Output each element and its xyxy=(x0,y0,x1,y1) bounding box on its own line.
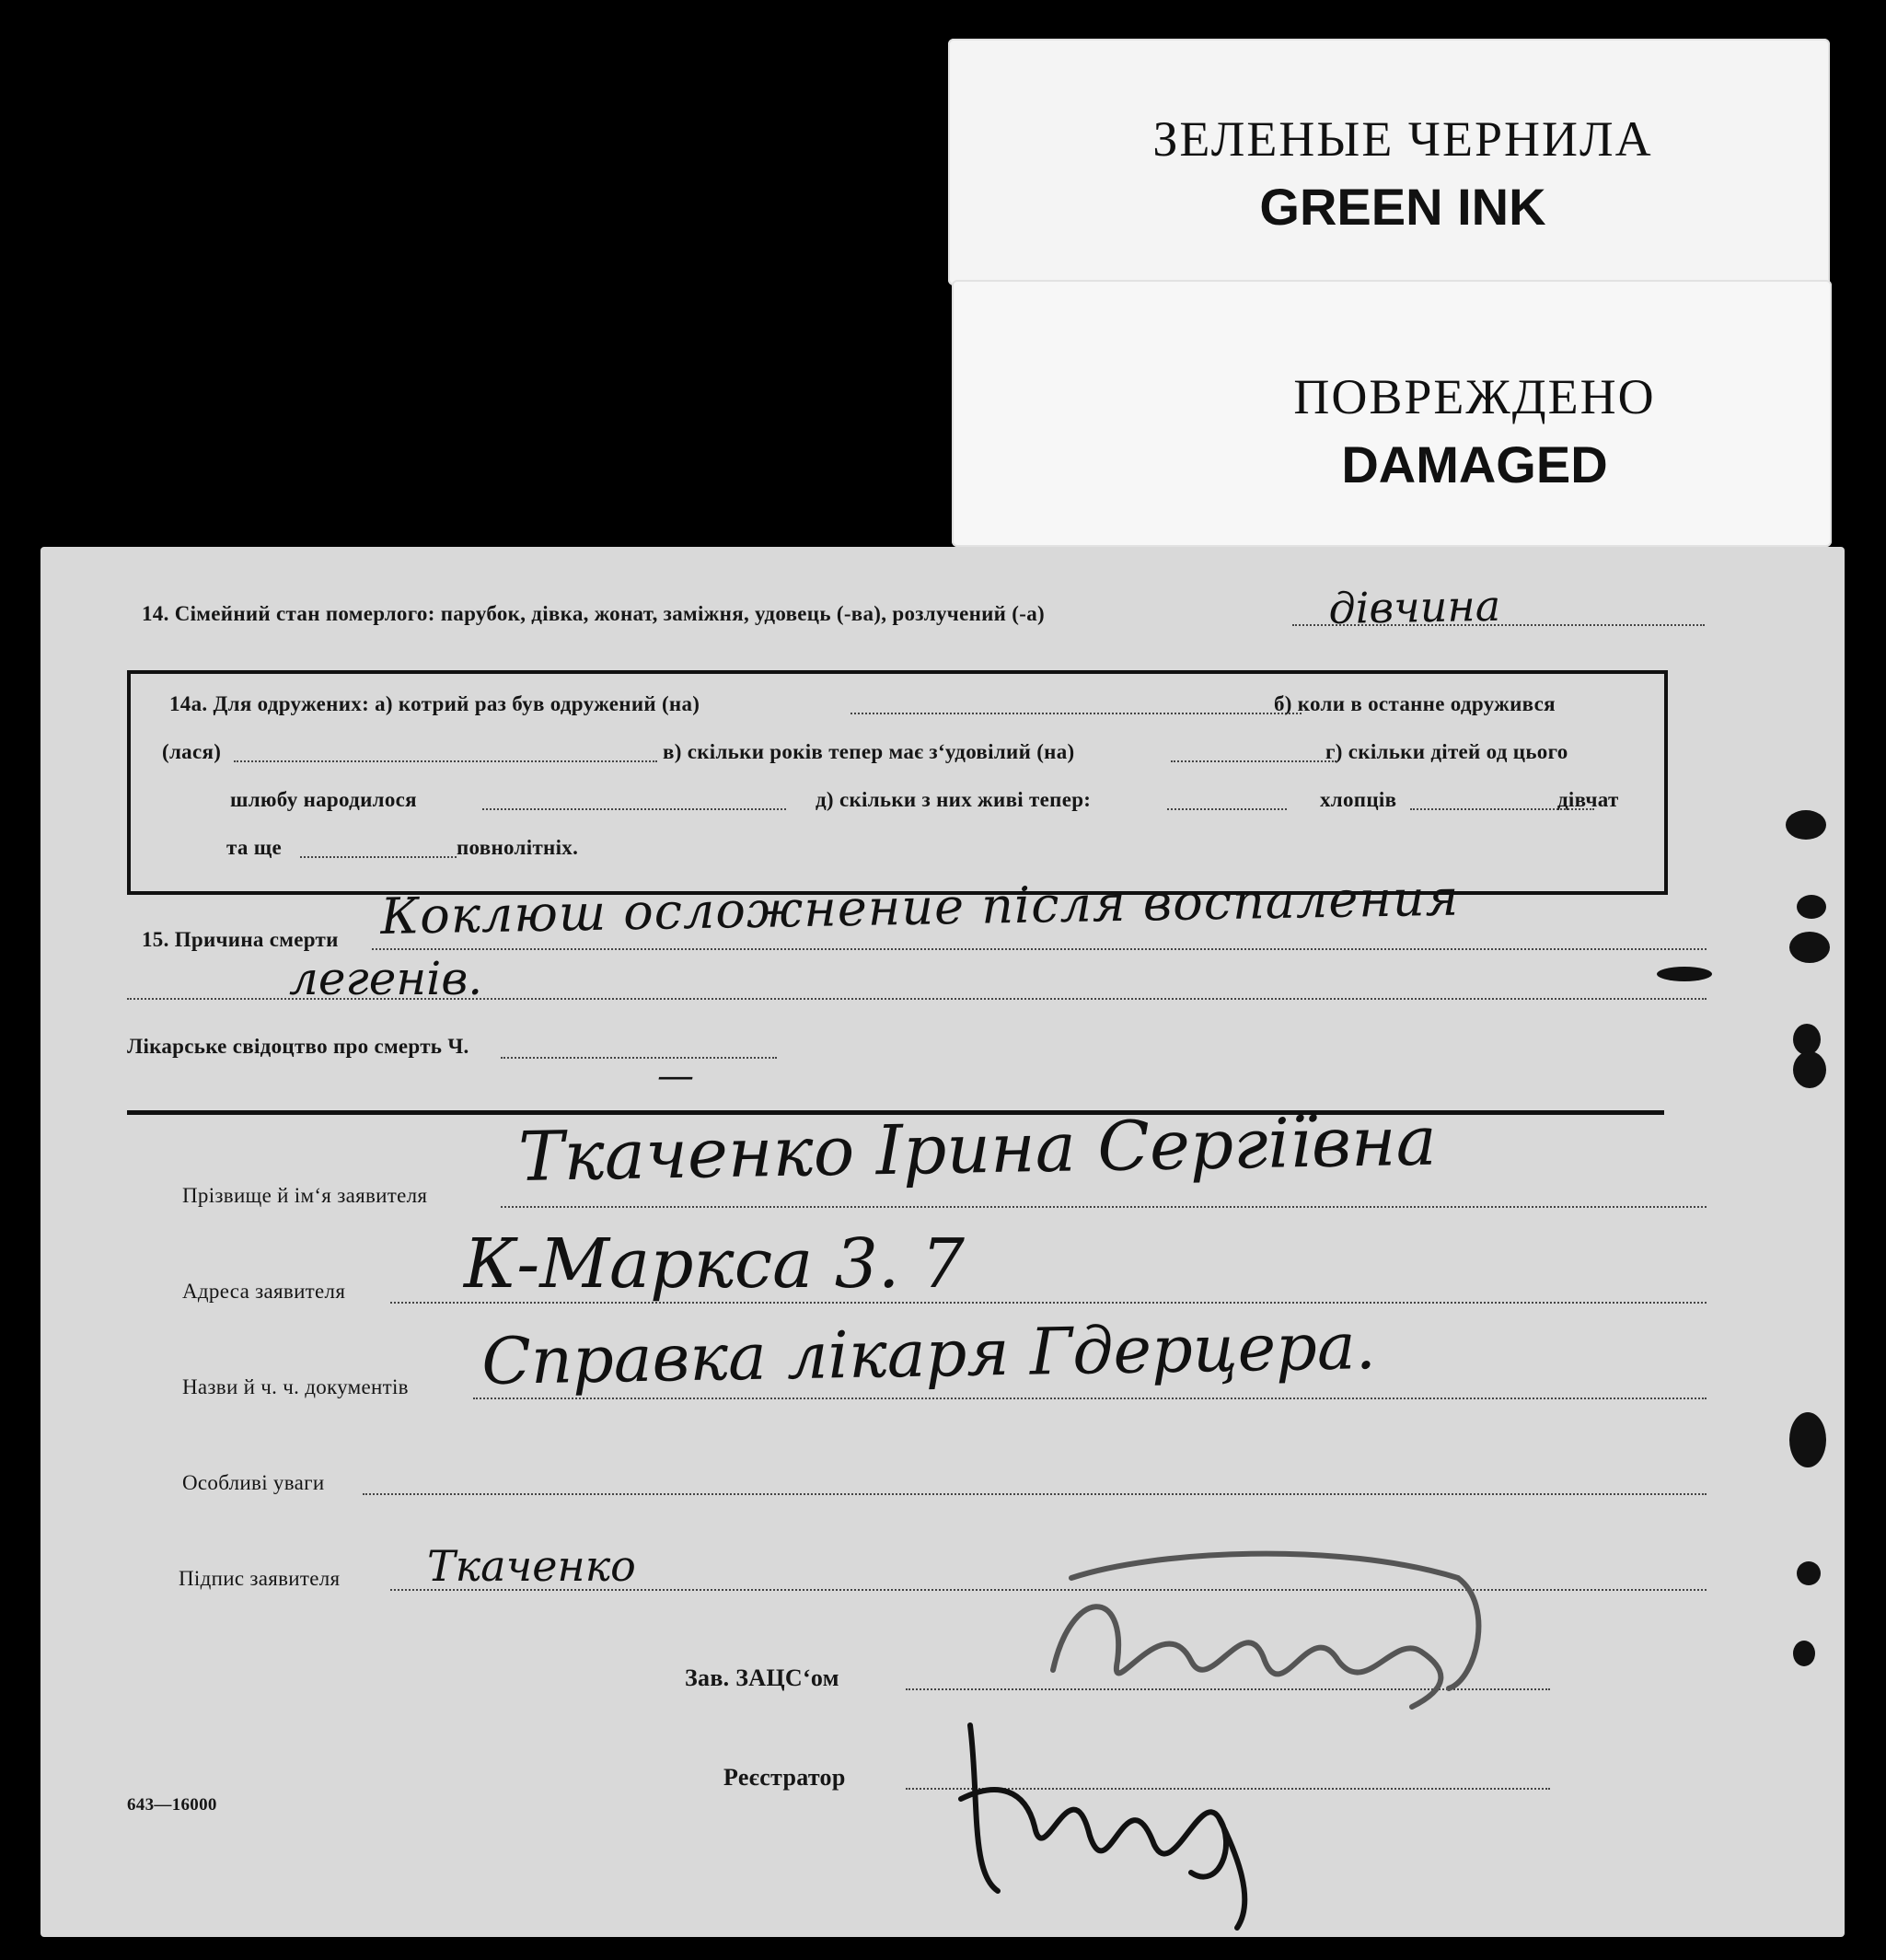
married-line4-b: повнолітніх. xyxy=(457,836,579,859)
special-notes-label: Особливі уваги xyxy=(182,1471,325,1494)
death-cause-label: 15. Причина смерти xyxy=(142,928,339,951)
registrar-signature-scribble xyxy=(943,1688,1329,1937)
death-cause-line-1 xyxy=(372,948,1707,950)
documents-label: Назви й ч. ч. документів xyxy=(182,1375,409,1398)
married-line2-c: г) скільки дітей од цього xyxy=(1325,740,1568,763)
medical-cert-value: — xyxy=(657,1055,694,1097)
damaged-ru-text: ПОВРЕЖДЕНО xyxy=(1293,369,1656,424)
damaged-en-text: DAMAGED xyxy=(1341,435,1608,493)
death-record-form xyxy=(40,547,1845,1937)
registrar-label: Реєстратор xyxy=(723,1764,846,1791)
damage-spot xyxy=(1793,1024,1821,1055)
applicant-address-value: К-Маркса 3. 7 xyxy=(464,1224,966,1304)
documents-line xyxy=(473,1398,1707,1399)
special-notes-line xyxy=(363,1493,1707,1495)
married-line1-b: б) коли в останне одружився xyxy=(1274,692,1556,715)
damage-spot xyxy=(1786,810,1826,840)
death-cause-value-1: Коклюш осложнение після воспаления xyxy=(379,868,1460,945)
green-ink-ru-text: ЗЕЛЕНЫЕ ЧЕРНИЛА xyxy=(1152,111,1653,167)
green-ink-notice xyxy=(948,39,1830,285)
documents-value: Справка лікаря Гдерцера. xyxy=(480,1308,1377,1399)
married-line1-dots xyxy=(850,713,1302,714)
damage-spot xyxy=(1797,895,1826,919)
married-line2-b: в) скільки років тепер має з‘удовілий (на) xyxy=(663,740,1075,763)
damage-spot xyxy=(1657,967,1712,981)
married-line4-dots xyxy=(300,856,457,858)
applicant-name-line xyxy=(501,1206,1707,1208)
married-line2-dots-1 xyxy=(234,760,657,762)
applicant-address-label: Адреса заявителя xyxy=(182,1280,346,1303)
married-line3-b: д) скільки з них живі тепер: xyxy=(816,788,1092,811)
married-line3-dots-1 xyxy=(482,808,786,810)
married-line3-dots-2 xyxy=(1167,808,1287,810)
married-line3-c: хлопців xyxy=(1320,788,1397,811)
married-line3-d: дівчат xyxy=(1557,788,1619,811)
damage-spot xyxy=(1793,1051,1826,1088)
medical-cert-line xyxy=(501,1057,777,1059)
damage-spot xyxy=(1789,932,1830,963)
damage-spot xyxy=(1793,1641,1815,1666)
applicant-signature-value: Ткаченко xyxy=(427,1541,636,1591)
applicant-name-value: Ткаченко Ірина Сергіївна xyxy=(517,1101,1438,1197)
applicant-signature-label: Підпис заявителя xyxy=(179,1567,341,1590)
damage-spot xyxy=(1789,1412,1826,1467)
damage-spot xyxy=(1797,1561,1821,1585)
green-ink-en-text: GREEN INK xyxy=(1259,178,1546,236)
married-line4-a: та ще xyxy=(226,836,282,859)
marital-status-value: дівчина xyxy=(1328,580,1501,633)
damaged-notice xyxy=(952,280,1832,547)
print-code: 643—16000 xyxy=(127,1795,217,1815)
head-zags-label: Зав. ЗАЦС‘ом xyxy=(685,1664,839,1691)
married-line1-a: 14а. Для одружених: а) котрий раз був одружений (на) xyxy=(169,692,700,715)
medical-cert-label: Лікарське свідоцтво про смерть Ч. xyxy=(127,1035,469,1058)
applicant-name-label: Прізвище й ім‘я заявителя xyxy=(182,1184,428,1207)
death-cause-value-2: легенів. xyxy=(289,952,483,1005)
married-line2-a: (лася) xyxy=(162,740,222,763)
marital-status-label: 14. Сімейний стан померлого: парубок, дівка, жонат, заміжня, удовець (-ва), розлучений (-а) xyxy=(142,602,1045,625)
married-line2-dots-2 xyxy=(1171,760,1336,762)
married-line3-a: шлюбу народилося xyxy=(230,788,417,811)
